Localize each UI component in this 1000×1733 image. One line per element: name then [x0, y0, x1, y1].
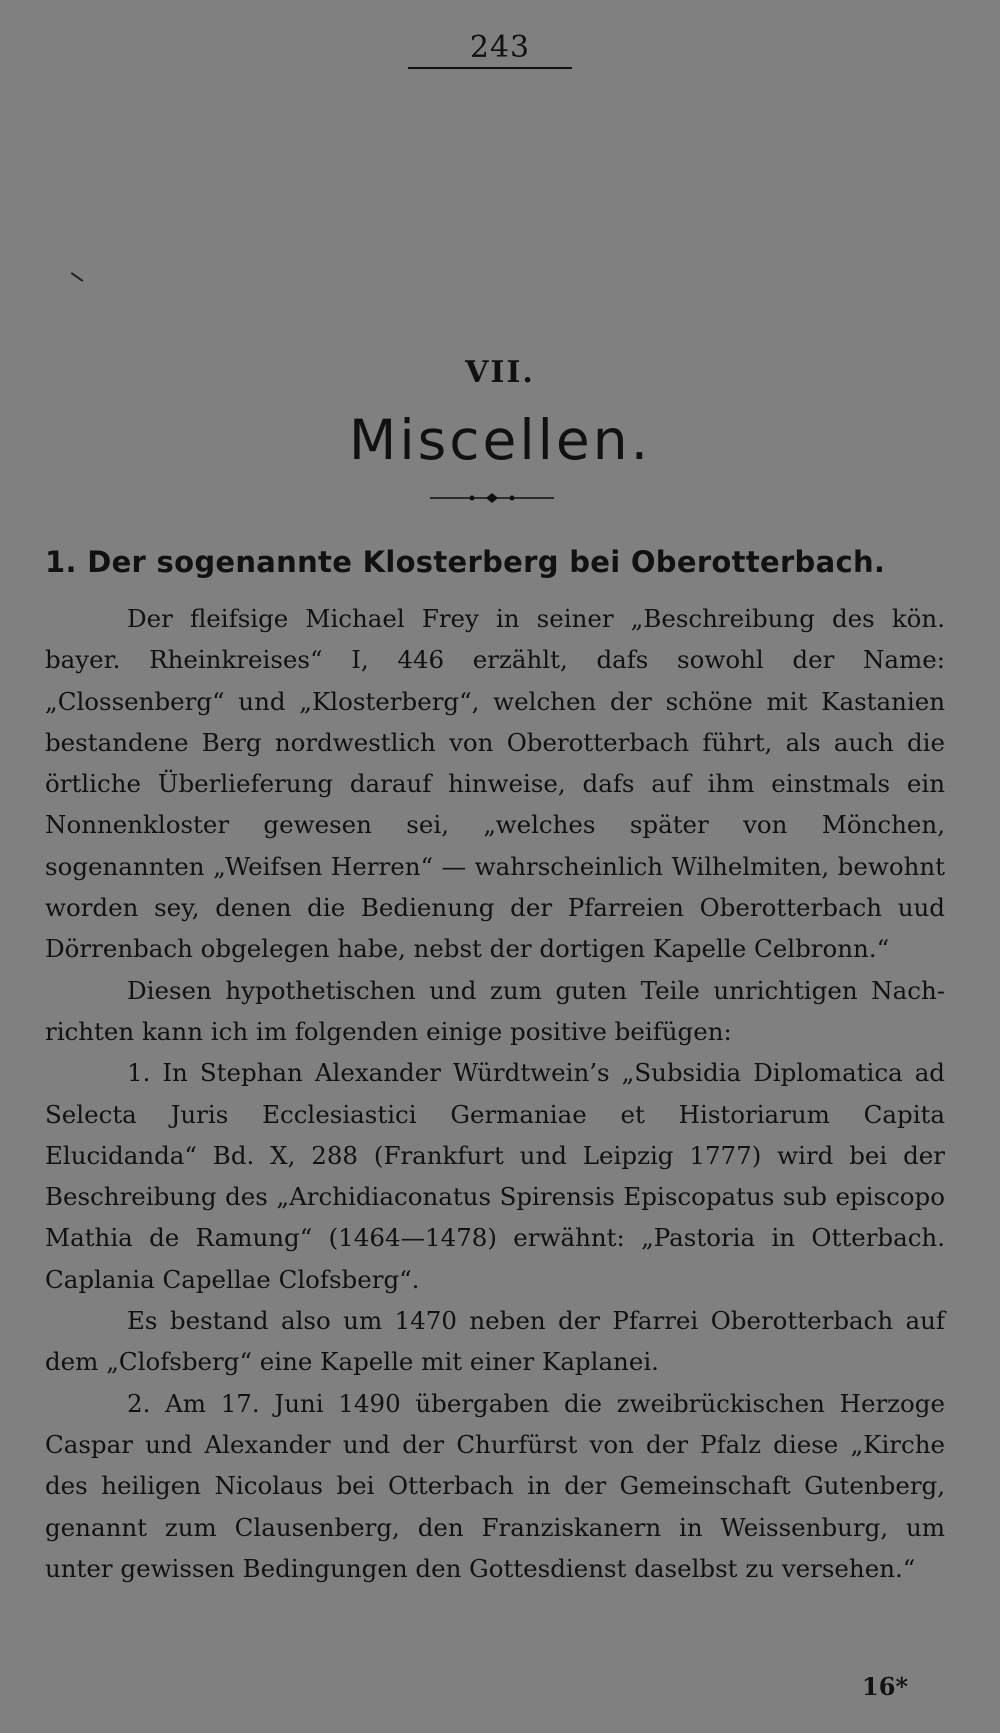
paragraph-5: 2. Am 17. Juni 1490 übergaben die zweibrückischen Herzoge Caspar und Alexander und der Churfürst von der Pfalz diese „Kirche des heiligen Nicolaus bei Otterbach in der Gemeinschaft Gutenberg, genannt zum Clausenberg, den Franziskanern in Weissenburg, um unter gewissen Bedingungen den Gottesdienst daselbst zu versehen.“ [45, 1388, 945, 1583]
folio-signature: 16* [862, 1672, 908, 1701]
paragraph-4: Es bestand also um 1470 neben der Pfarrei Oberotterbach auf dem „Clofsberg“ eine Kapelle mit einer Kaplanei. [45, 1306, 945, 1377]
chapter-number: VII. [465, 355, 535, 390]
paragraph-1: Der fleifsige Michael Frey in seiner „Beschreibung des kön. bayer. Rheinkreises“ I, 446 erzählt, dafs sowohl der Name: „Clossenberg“ und „Klosterberg“, welchen der schöne mit Kastanien bestandene Berg nordwestlich von Oberotterbach führt, als auch die örtliche Überlieferung darauf hinweise, dafs auf ihm einstmals ein Nonnenkloster gewesen sei, „welches später von Mönchen, sogenannten „Weifsen Herren“ — wahrscheinlich Wilhelmiten, bewohnt worden sey, denen die Bedienung der Pfarreien Oberotterbach uud Dörrenbach obgelegen habe, nebst der dortigen Kapelle Celbronn.“ [45, 604, 945, 964]
ornament-divider [430, 492, 554, 504]
paragraph-3: 1. In Stephan Alexander Würdtwein’s „Subsidia Diplomatica ad Selecta Juris Ecclesiastici Germaniae et Historiarum Capita Elucidanda“ Bd. X, 288 (Frankfurt und Leipzig 1777) wird bei der Beschreibung des „Archidiaconatus Spirensis Episcopatus sub episcopo Mathia de Ramung“ (1464—1478) erwähnt: „Pastoria in Otterbach. Caplania Capellae Clofsberg“. [45, 1058, 945, 1294]
header-rule [408, 67, 572, 69]
chapter-title: Miscellen. [348, 408, 652, 472]
body-text [45, 598, 945, 1589]
page-number: 243 [469, 30, 531, 65]
paragraph-2: Diesen hypothetischen und zum guten Teile unrichtigen Nachrichten kann ich im folgenden einige positive beifügen: [45, 975, 945, 1046]
section-heading: 1. Der sogenannte Klosterberg bei Oberotterbach. [45, 545, 886, 579]
print-speck [71, 272, 84, 282]
